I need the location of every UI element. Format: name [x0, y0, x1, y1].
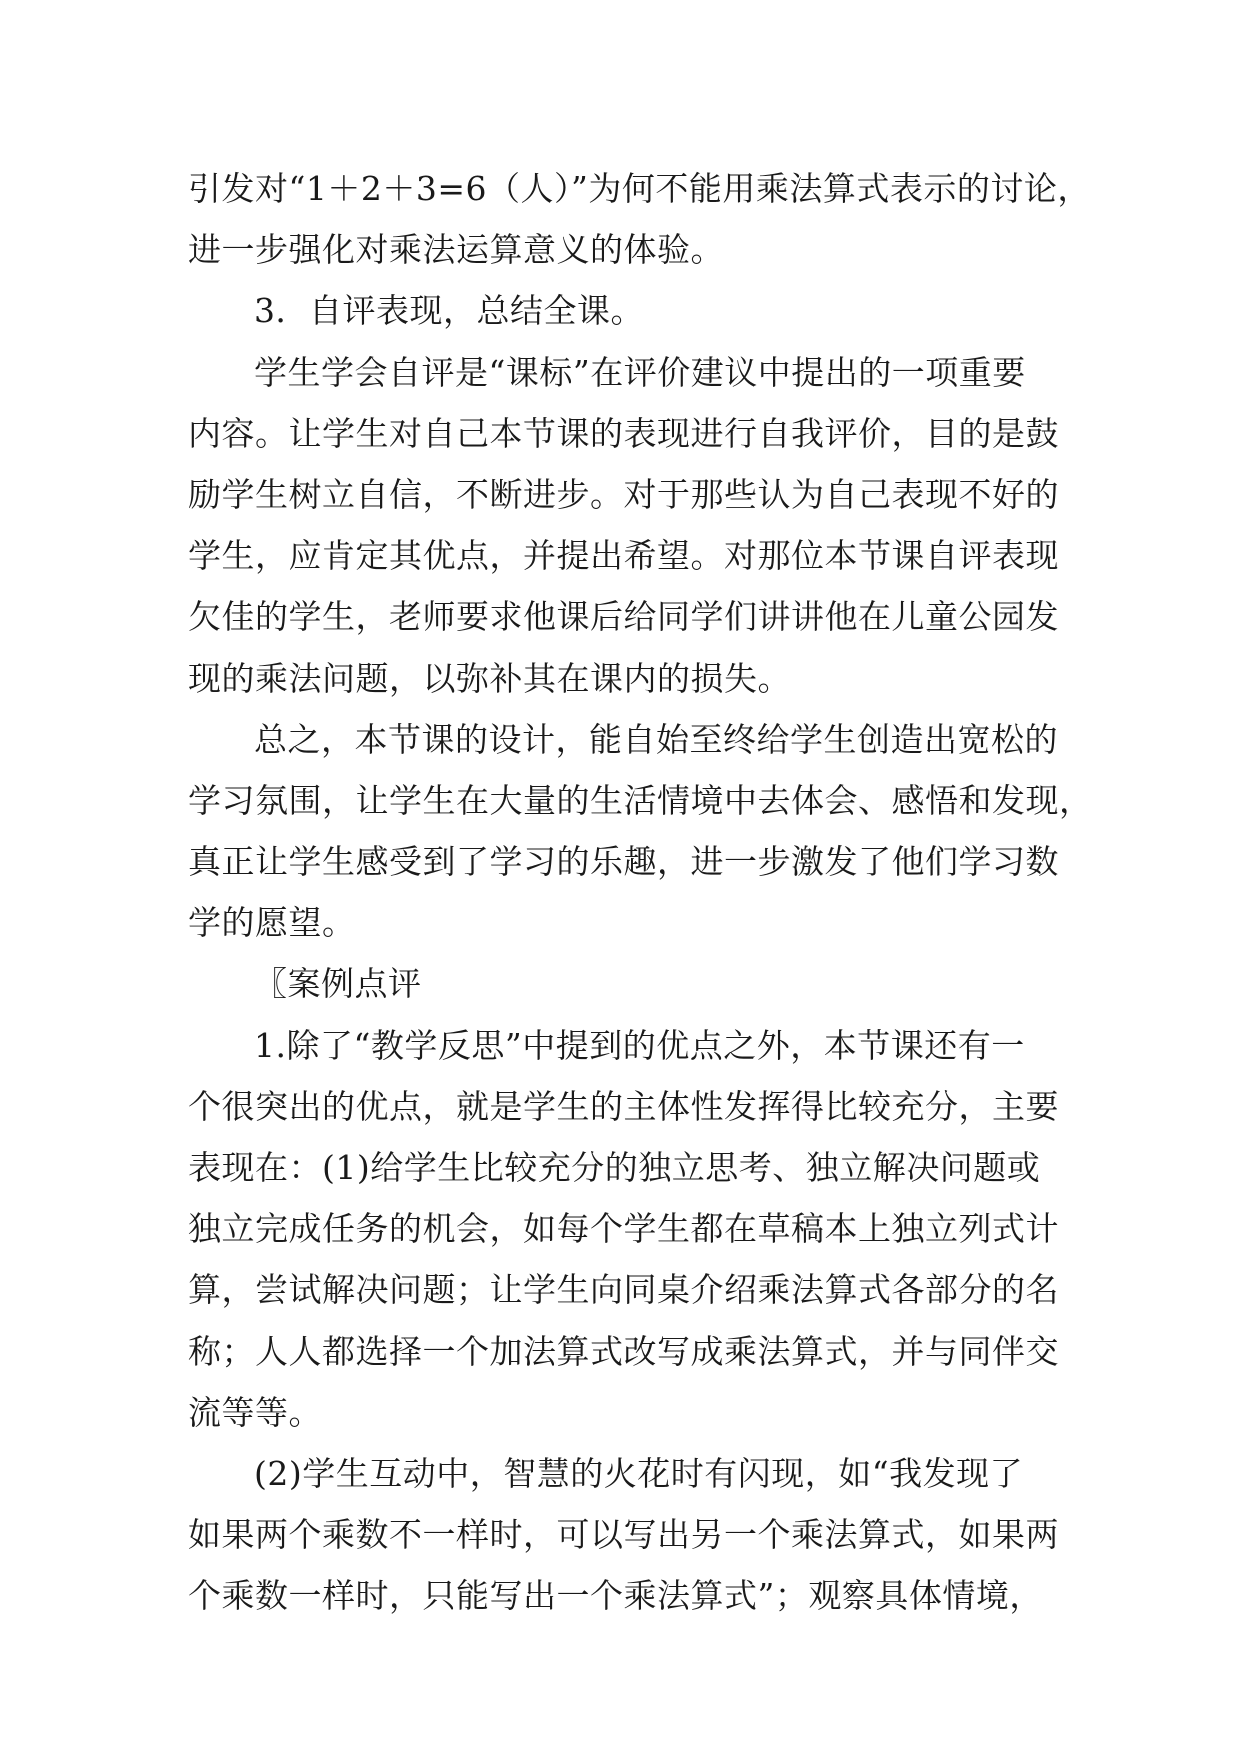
text-line: 个很突出的优点，就是学生的主体性发挥得比较充分，主要: [188, 1086, 1059, 1126]
text-line: 1.除了“教学反思”中提到的优点之外，本节课还有一: [254, 1025, 1025, 1065]
text-line: 算，尝试解决问题；让学生向同桌介绍乘法算式各部分的名: [188, 1270, 1059, 1310]
text-line: 表现在：(1)给学生比较充分的独立思考、独立解决问题或: [188, 1148, 1041, 1187]
text-line: 如果两个乘数不一样时，可以写出另一个乘法算式，如果两: [188, 1515, 1059, 1555]
text-line: 学生，应肯定其优点，并提出希望。对那位本节课自评表现: [188, 536, 1059, 576]
text-line: 学生学会自评是“课标”在评价建议中提出的一项重要: [254, 352, 1026, 392]
section-heading: 〖案例点评: [254, 964, 422, 1004]
text-line: 流等等。: [188, 1392, 322, 1432]
text-line: 欠佳的学生，老师要求他课后给同学们讲讲他在儿童公园发: [188, 597, 1059, 637]
text-line: 真正让学生感受到了学习的乐趣，进一步激发了他们学习数: [188, 842, 1059, 882]
section-heading: 3．自评表现，总结全课。: [254, 291, 644, 331]
text-line: 现的乘法问题，以弥补其在课内的损失。: [188, 658, 791, 698]
text-line: 总之，本节课的设计，能自始至终给学生创造出宽松的: [254, 719, 1058, 759]
text-line: 引发对“1＋2＋3=6（人）”为何不能用乘法算式表示的讨论，: [188, 169, 1091, 208]
text-line: 独立完成任务的机会，如每个学生都在草稿本上独立列式计: [188, 1209, 1059, 1249]
text-line: 称；人人都选择一个加法算式改写成乘法算式，并与同伴交: [188, 1331, 1059, 1371]
body-text: [188, 158, 1093, 1627]
text-line: 励学生树立自信，不断进步。对于那些认为自己表现不好的: [188, 474, 1059, 514]
text-line: 内容。让学生对自己本节课的表现进行自我评价，目的是鼓: [188, 413, 1059, 453]
text-line: 学的愿望。: [188, 903, 356, 943]
text-line: (2)学生互动中，智慧的火花时有闪现，如“我发现了: [254, 1453, 1024, 1493]
text-line: 学习氛围，让学生在大量的生活情境中去体会、感悟和发现，: [188, 780, 1093, 820]
text-line: 个乘数一样时，只能写出一个乘法算式”；观察具体情境，: [188, 1576, 1043, 1616]
text-line: 进一步强化对乘法运算意义的体验。: [188, 230, 724, 270]
